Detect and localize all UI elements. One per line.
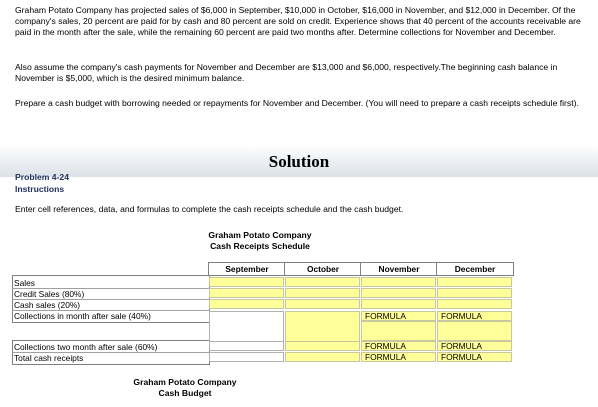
- row-divider: [12, 288, 210, 289]
- cell-collections-two-months-after-october[interactable]: [285, 341, 360, 351]
- problem-paragraph-3: Prepare a cash budget with borrowing needed or repayments for November and December. (You will need to prepare a cash receipts schedule first).: [15, 98, 579, 108]
- column-header-september: September: [208, 262, 286, 276]
- cell-credit-sales-october[interactable]: [285, 288, 360, 298]
- cell-collections-month-after-november[interactable]: FORMULA: [361, 311, 436, 321]
- cell-collections-two-months-after-september[interactable]: [209, 341, 284, 351]
- cell-collections-month-after-december[interactable]: FORMULA: [437, 311, 512, 321]
- row-divider: [12, 310, 210, 311]
- problem-paragraph-1: Graham Potato Company has projected sales of $6,000 in September, $10,000 in October, $16,000 in November, and $12,000 in December. Of the company's sales, 20 percent are paid for by cash and 80 percent are sold on credit. Experience shows that 40 percent of the accounts receivable are paid in the month after the sale, while the remaining 60 percent are paid two months after. Determine collections for November and December.: [15, 5, 581, 37]
- cell-collections-two-months-after-november[interactable]: FORMULA: [361, 341, 436, 351]
- cell-cash-sales-november[interactable]: [361, 299, 436, 309]
- cell-spacer-december: [437, 321, 512, 341]
- row-label-cash-sales: Cash sales (20%): [14, 300, 81, 310]
- cell-total-cash-receipts-december[interactable]: FORMULA: [437, 352, 512, 362]
- row-label-total-cash-receipts: Total cash receipts: [14, 353, 84, 363]
- cell-sales-december[interactable]: [437, 277, 512, 287]
- schedule-title: Cash Receipts Schedule: [210, 241, 310, 251]
- cell-total-cash-receipts-november[interactable]: FORMULA: [361, 352, 436, 362]
- row-label-credit-sales: Credit Sales (80%): [14, 289, 85, 299]
- cell-cash-sales-december[interactable]: [437, 299, 512, 309]
- budget-title: Cash Budget: [158, 388, 212, 398]
- cell-collections-two-months-after-december[interactable]: FORMULA: [437, 341, 512, 351]
- cell-sales-october[interactable]: [285, 277, 360, 287]
- cell-credit-sales-november[interactable]: [361, 288, 436, 298]
- budget-company-name: Graham Potato Company: [133, 377, 237, 387]
- cell-credit-sales-september[interactable]: [209, 288, 284, 298]
- row-label-collections-month-after: Collections in month after sale (40%): [14, 311, 151, 321]
- row-divider: [12, 299, 210, 300]
- solution-heading: Solution: [268, 152, 330, 171]
- column-header-november: November: [360, 262, 438, 276]
- cell-total-cash-receipts-september[interactable]: [209, 352, 284, 362]
- cell-cash-sales-september[interactable]: [209, 299, 284, 309]
- instructions-label: Instructions: [15, 184, 65, 194]
- cell-sales-september[interactable]: [209, 277, 284, 287]
- cell-spacer-november: [361, 321, 436, 341]
- row-label-sales: Sales: [14, 278, 35, 288]
- row-divider: [12, 352, 210, 353]
- problem-paragraph-2: Also assume the company's cash payments for November and December are $13,000 and $6,000, respectively.The beginning cash balance in November is $5,000, which is the desired minimum balance.: [15, 62, 558, 83]
- cell-cash-sales-october[interactable]: [285, 299, 360, 309]
- problem-number: Problem 4-24: [15, 172, 69, 182]
- cell-credit-sales-december[interactable]: [437, 288, 512, 298]
- column-header-october: October: [284, 262, 362, 276]
- cell-total-cash-receipts-october[interactable]: [285, 352, 360, 362]
- cell-sales-november[interactable]: [361, 277, 436, 287]
- instructions-text: Enter cell references, data, and formulas to complete the cash receipts schedule and the cash budget.: [15, 204, 404, 214]
- schedule-company-name: Graham Potato Company: [208, 230, 312, 240]
- column-header-december: December: [436, 262, 514, 276]
- row-label-collections-two-months-after: Collections two month after sale (60%): [14, 342, 158, 352]
